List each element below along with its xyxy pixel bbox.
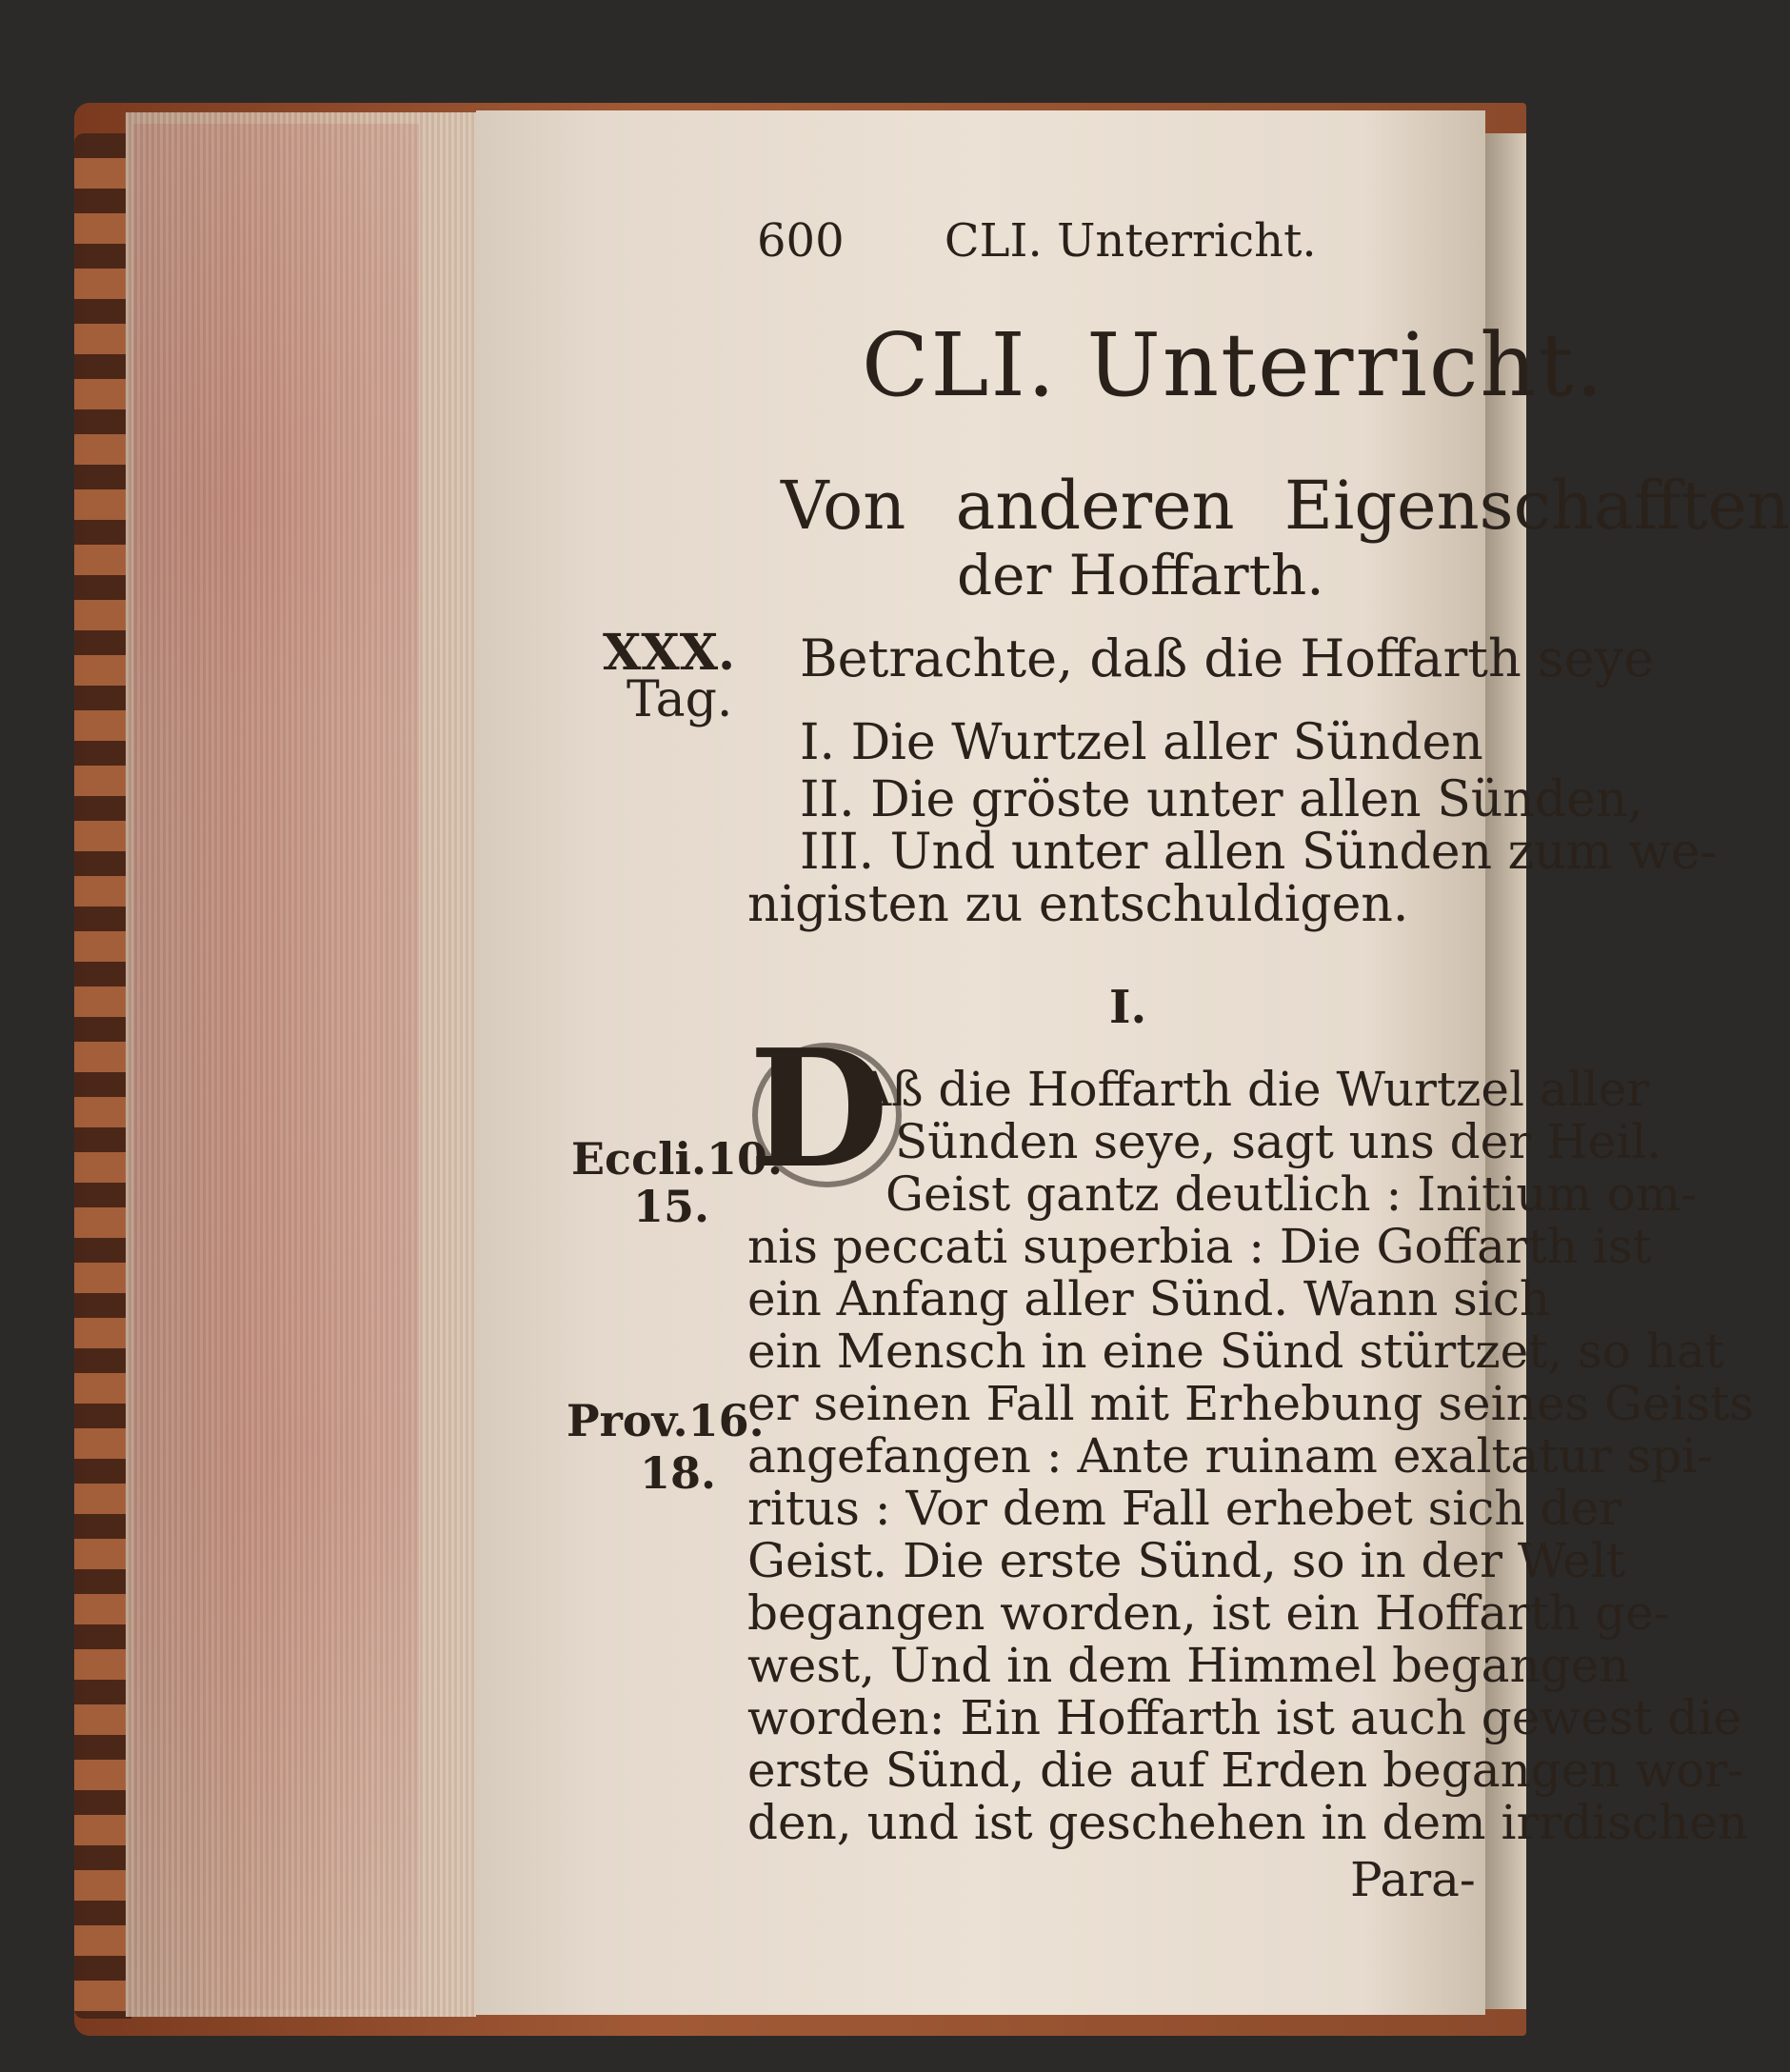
cover-spine-pattern [74,133,131,2019]
chapter-title: CLI. Unterricht. [862,314,1605,416]
point-item: II. Die gröste unter allen Sünden, [800,771,1643,828]
body-line: angefangen : Ante ruinam exaltatur spi- [747,1428,1713,1484]
point-item-continuation: nigisten zu entschuldigen. [747,876,1409,933]
day-label-number: XXX. [603,624,736,682]
page-number: 600 [757,214,845,268]
body-line: ein Anfang aller Sünd. Wann sich [747,1271,1551,1326]
point-item: I. Die Wurtzel aller Sünden [800,714,1483,771]
margin-note: Eccli.10. [571,1133,784,1185]
body-line: ritus : Vor dem Fall erhebet sich der [747,1481,1621,1536]
chapter-subtitle-line2: der Hoffarth. [957,543,1324,608]
day-label-word: Tag. [626,671,733,728]
drop-cap-letter: D [748,1014,889,1205]
body-line: ein Mensch in eine Sünd stürtzet, so hat [747,1324,1724,1379]
running-title: CLI. Unterricht. [944,214,1317,268]
chapter-subtitle-line1: Von anderen Eigenschafften [781,467,1790,545]
body-line: Geist gantz deutlich : Initium om- [885,1166,1698,1222]
body-line: begangen worden, ist ein Hoffarth ge- [747,1585,1670,1641]
body-line: Sünden seye, sagt uns der Heil. [895,1114,1662,1169]
section-number: I. [1109,981,1147,1034]
body-line: erste Sünd, die auf Erden begangen wor- [747,1743,1744,1798]
body-line: Aß die Hoffarth die Wurtzel aller [857,1062,1650,1117]
margin-note: 18. [640,1447,717,1499]
body-line: den, und ist geschehen in dem irrdischen [747,1795,1748,1850]
margin-note: 15. [633,1181,710,1232]
page-edge-speckle [133,124,419,2009]
body-line: nis peccati superbia : Die Goffarth ist [747,1219,1652,1274]
catchword: Para- [1350,1852,1476,1907]
point-item: III. Und unter allen Sünden zum we- [800,824,1718,881]
intro-line: Betrachte, daß die Hoffarth seye [800,628,1655,688]
running-header [757,214,1317,268]
body-line: er seinen Fall mit Erhebung seines Geists [747,1376,1754,1431]
body-line: west, Und in dem Himmel begangen [747,1638,1630,1693]
margin-note: Prov.16. [567,1395,765,1446]
body-line: worden: Ein Hoffarth ist auch gewest die [747,1690,1742,1745]
body-line: Geist. Die erste Sünd, so in der Welt [747,1533,1625,1588]
